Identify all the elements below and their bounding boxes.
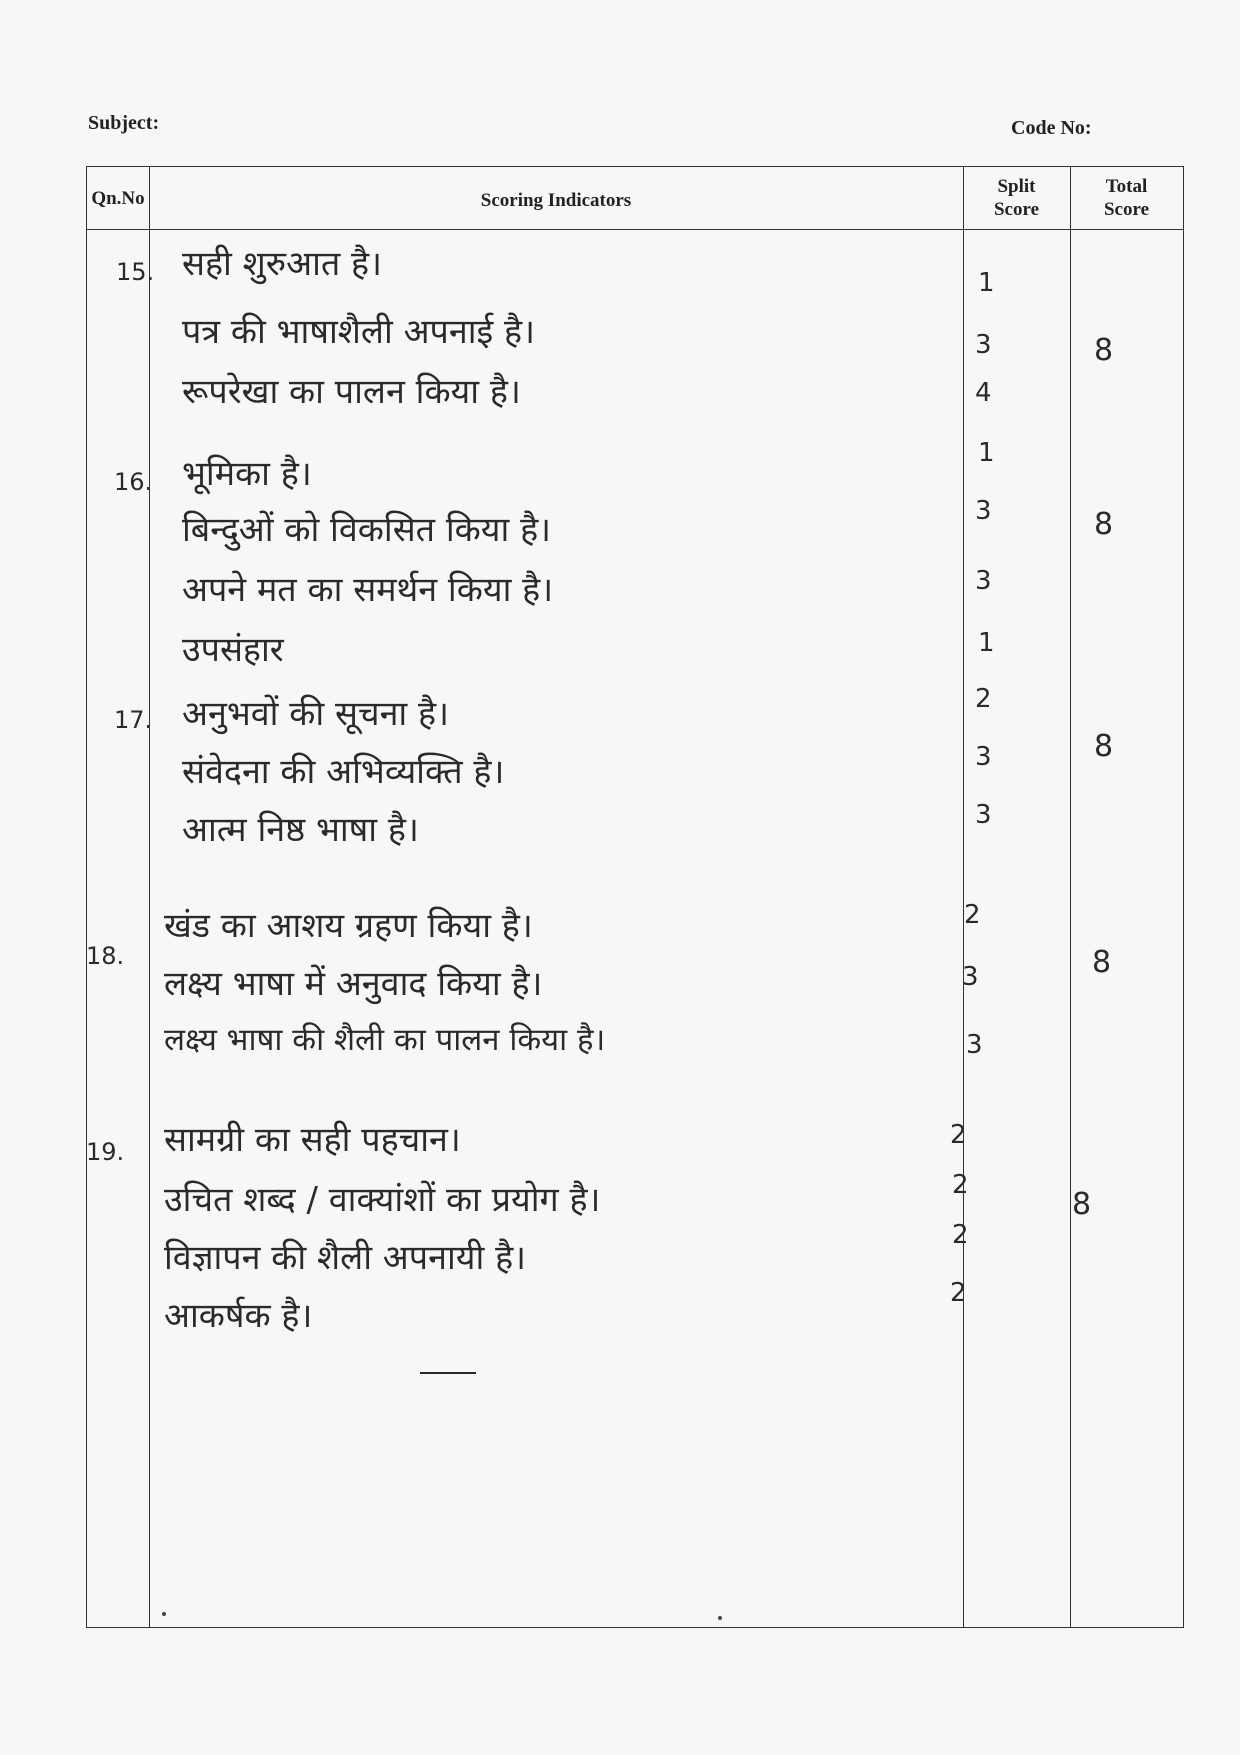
indicator-text: सही शुरुआत है। — [182, 244, 382, 284]
split-score: 3 — [975, 330, 992, 360]
total-score: 8 — [1094, 507, 1114, 542]
total-score: 8 — [1072, 1187, 1092, 1222]
indicator-text: उचित शब्द / वाक्यांशों का प्रयोग है। — [164, 1180, 601, 1220]
col-header-total-line1: Total — [1105, 176, 1148, 197]
total-score: 8 — [1094, 333, 1114, 368]
split-score: 3 — [962, 962, 979, 992]
indicator-text: अपने मत का समर्थन किया है। — [182, 570, 554, 610]
question-number: 18. — [86, 942, 125, 970]
question-number: 17. — [114, 706, 153, 734]
indicator-text: आत्म निष्ठ भाषा है। — [182, 810, 419, 850]
scan-speck — [718, 1616, 722, 1620]
indicator-text: लक्ष्य भाषा में अनुवाद किया है। — [164, 964, 543, 1004]
indicator-text: अनुभवों की सूचना है। — [182, 694, 449, 734]
indicator-text: संवेदना की अभिव्यक्ति है। — [182, 752, 505, 792]
split-score: 2 — [952, 1220, 969, 1250]
indicator-text: पत्र की भाषाशैली अपनाई है। — [182, 312, 535, 352]
col-header-split — [963, 175, 1070, 221]
indicator-text: सामग्री का सही पहचान। — [164, 1120, 461, 1160]
split-score: 1 — [978, 438, 995, 468]
column-divider — [963, 167, 964, 1627]
split-score: 2 — [964, 900, 981, 930]
total-score: 8 — [1092, 945, 1112, 980]
column-divider — [149, 167, 150, 1627]
split-score: 3 — [975, 496, 992, 526]
split-score: 4 — [975, 378, 992, 408]
col-header-total — [1070, 175, 1183, 221]
column-divider — [1070, 167, 1071, 1627]
col-header-split-line1: Split — [997, 176, 1036, 197]
indicator-text: उपसंहार — [182, 630, 284, 670]
indicator-text: बिन्दुओं को विकसित किया है। — [182, 510, 552, 550]
col-header-indicators: Scoring Indicators — [480, 190, 632, 211]
code-label: Code No: — [1011, 117, 1092, 139]
indicator-text: आकर्षक है। — [164, 1296, 313, 1336]
split-score: 3 — [975, 800, 992, 830]
split-score: 1 — [978, 628, 995, 658]
split-score: 3 — [966, 1030, 983, 1060]
scan-speck — [162, 1612, 166, 1616]
indicator-text: भूमिका है। — [182, 454, 312, 494]
split-score: 2 — [952, 1170, 969, 1200]
split-score: 3 — [975, 566, 992, 596]
header-divider — [87, 229, 1183, 230]
split-score: 2 — [950, 1278, 967, 1308]
total-score: 8 — [1094, 729, 1114, 764]
col-header-split-line2: Score — [993, 199, 1040, 220]
indicator-text: विज्ञापन की शैली अपनायी है। — [164, 1238, 527, 1278]
indicator-text: खंड का आशय ग्रहण किया है। — [164, 906, 533, 946]
end-mark — [420, 1372, 476, 1374]
question-number: 19. — [86, 1138, 125, 1166]
subject-label: Subject: — [88, 112, 160, 134]
question-number: 15. — [116, 258, 155, 286]
question-number: 16. — [114, 468, 153, 496]
col-header-total-line2: Score — [1103, 199, 1150, 220]
split-score: 3 — [975, 742, 992, 772]
indicator-text: रूपरेखा का पालन किया है। — [182, 372, 521, 412]
split-score: 2 — [975, 684, 992, 714]
indicator-text: लक्ष्य भाषा की शैली का पालन किया है। — [164, 1022, 606, 1058]
split-score: 1 — [978, 268, 995, 298]
split-score: 2 — [950, 1120, 967, 1150]
col-header-qn: Qn.No — [91, 188, 145, 209]
